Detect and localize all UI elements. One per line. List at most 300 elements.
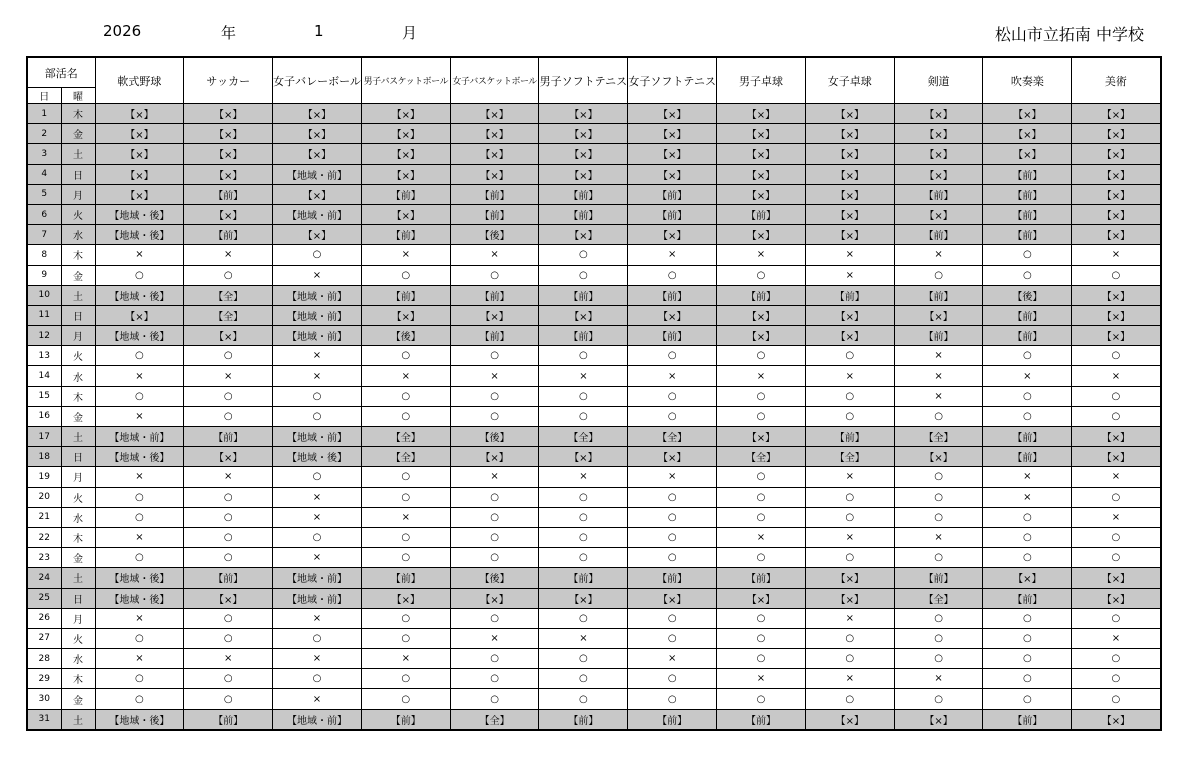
day-cell: 1 bbox=[27, 104, 61, 124]
schedule-cell: 【×】 bbox=[1072, 568, 1161, 588]
schedule-cell: ○ bbox=[983, 265, 1072, 285]
schedule-cell: ○ bbox=[450, 689, 539, 709]
schedule-cell: × bbox=[628, 366, 717, 386]
schedule-cell: ○ bbox=[184, 487, 273, 507]
month-label: 1 bbox=[314, 22, 324, 40]
schedule-cell: 【×】 bbox=[539, 447, 628, 467]
schedule-cell: 【前】 bbox=[184, 568, 273, 588]
schedule-cell: 【×】 bbox=[450, 588, 539, 608]
schedule-cell: ○ bbox=[273, 245, 362, 265]
schedule-cell: 【前】 bbox=[717, 204, 806, 224]
schedule-cell: 【全】 bbox=[894, 427, 983, 447]
schedule-cell: 【×】 bbox=[894, 164, 983, 184]
table-row bbox=[27, 427, 1161, 447]
weekday-cell: 土 bbox=[61, 568, 95, 588]
schedule-cell: ○ bbox=[717, 487, 806, 507]
schedule-cell: 【前】 bbox=[539, 326, 628, 346]
table-header bbox=[27, 57, 1161, 104]
schedule-cell: 【前】 bbox=[628, 709, 717, 730]
club-header: 女子ソフトテニス bbox=[628, 57, 717, 104]
weekday-cell: 火 bbox=[61, 628, 95, 648]
schedule-cell: × bbox=[717, 245, 806, 265]
schedule-cell: ○ bbox=[1072, 689, 1161, 709]
weekday-cell: 土 bbox=[61, 427, 95, 447]
day-cell: 2 bbox=[27, 124, 61, 144]
schedule-cell: ○ bbox=[184, 689, 273, 709]
schedule-cell: 【×】 bbox=[184, 588, 273, 608]
schedule-cell: ○ bbox=[450, 507, 539, 527]
schedule-cell: ○ bbox=[539, 649, 628, 669]
schedule-cell: × bbox=[361, 245, 450, 265]
schedule-cell: × bbox=[1072, 366, 1161, 386]
schedule-cell: ○ bbox=[1072, 608, 1161, 628]
schedule-cell: 【地域・後】 bbox=[95, 225, 184, 245]
schedule-cell: ○ bbox=[894, 608, 983, 628]
schedule-cell: 【×】 bbox=[1072, 285, 1161, 305]
schedule-cell: ○ bbox=[894, 487, 983, 507]
club-header: 吹奏楽 bbox=[983, 57, 1072, 104]
day-cell: 22 bbox=[27, 527, 61, 547]
schedule-cell: × bbox=[184, 467, 273, 487]
schedule-cell: ○ bbox=[539, 386, 628, 406]
schedule-cell: × bbox=[628, 467, 717, 487]
schedule-cell: ○ bbox=[539, 689, 628, 709]
schedule-cell: 【×】 bbox=[983, 144, 1072, 164]
schedule-cell: 【全】 bbox=[894, 588, 983, 608]
schedule-cell: 【×】 bbox=[1072, 305, 1161, 325]
schedule-cell: ○ bbox=[983, 406, 1072, 426]
schedule-cell: 【×】 bbox=[894, 124, 983, 144]
schedule-cell: 【×】 bbox=[805, 104, 894, 124]
day-cell: 30 bbox=[27, 689, 61, 709]
schedule-cell: 【×】 bbox=[1072, 225, 1161, 245]
schedule-cell: 【×】 bbox=[450, 104, 539, 124]
club-header: 剣道 bbox=[894, 57, 983, 104]
day-cell: 28 bbox=[27, 649, 61, 669]
schedule-cell: 【前】 bbox=[539, 568, 628, 588]
schedule-cell: ○ bbox=[361, 628, 450, 648]
schedule-cell: ○ bbox=[1072, 346, 1161, 366]
schedule-cell: 【前】 bbox=[983, 184, 1072, 204]
schedule-cell: ○ bbox=[983, 245, 1072, 265]
schedule-cell: ○ bbox=[1072, 487, 1161, 507]
schedule-cell: 【×】 bbox=[1072, 427, 1161, 447]
table-row bbox=[27, 527, 1161, 547]
schedule-cell: 【×】 bbox=[1072, 588, 1161, 608]
weekday-cell: 火 bbox=[61, 204, 95, 224]
schedule-cell: 【×】 bbox=[95, 184, 184, 204]
weekday-cell: 月 bbox=[61, 608, 95, 628]
schedule-cell: ○ bbox=[95, 669, 184, 689]
schedule-cell: ○ bbox=[184, 507, 273, 527]
schedule-cell: 【地域・後】 bbox=[95, 709, 184, 730]
weekday-cell: 水 bbox=[61, 507, 95, 527]
weekday-cell: 木 bbox=[61, 669, 95, 689]
schedule-cell: ○ bbox=[805, 346, 894, 366]
schedule-cell: ○ bbox=[539, 669, 628, 689]
schedule-cell: × bbox=[628, 649, 717, 669]
schedule-cell: ○ bbox=[717, 346, 806, 366]
schedule-cell: 【×】 bbox=[1072, 124, 1161, 144]
schedule-cell: 【地域・前】 bbox=[273, 305, 362, 325]
schedule-cell: 【前】 bbox=[539, 184, 628, 204]
club-header: 女子卓球 bbox=[805, 57, 894, 104]
schedule-cell: ○ bbox=[184, 386, 273, 406]
schedule-cell: × bbox=[450, 366, 539, 386]
table-row bbox=[27, 164, 1161, 184]
schedule-cell: 【前】 bbox=[983, 305, 1072, 325]
schedule-cell: × bbox=[273, 507, 362, 527]
schedule-cell: × bbox=[184, 245, 273, 265]
schedule-cell: × bbox=[1072, 467, 1161, 487]
schedule-cell: 【全】 bbox=[717, 447, 806, 467]
table-row bbox=[27, 245, 1161, 265]
schedule-cell: 【前】 bbox=[450, 184, 539, 204]
schedule-cell: ○ bbox=[628, 406, 717, 426]
schedule-cell: 【×】 bbox=[894, 204, 983, 224]
schedule-cell: × bbox=[805, 245, 894, 265]
table-row bbox=[27, 588, 1161, 608]
schedule-cell: 【全】 bbox=[361, 427, 450, 447]
month-suffix: 月 bbox=[402, 24, 418, 42]
schedule-cell: ○ bbox=[539, 608, 628, 628]
day-cell: 16 bbox=[27, 406, 61, 426]
weekday-cell: 木 bbox=[61, 104, 95, 124]
schedule-cell: 【前】 bbox=[361, 568, 450, 588]
schedule-cell: ○ bbox=[717, 608, 806, 628]
schedule-cell: 【前】 bbox=[361, 184, 450, 204]
schedule-cell: ○ bbox=[539, 527, 628, 547]
schedule-cell: ○ bbox=[983, 608, 1072, 628]
day-cell: 24 bbox=[27, 568, 61, 588]
schedule-cell: 【×】 bbox=[628, 104, 717, 124]
weekday-cell: 金 bbox=[61, 689, 95, 709]
schedule-cell: 【前】 bbox=[628, 568, 717, 588]
weekday-cell: 日 bbox=[61, 588, 95, 608]
schedule-cell: ○ bbox=[184, 548, 273, 568]
schedule-cell: 【前】 bbox=[450, 204, 539, 224]
schedule-cell: × bbox=[894, 346, 983, 366]
table-row bbox=[27, 608, 1161, 628]
schedule-cell: 【全】 bbox=[184, 285, 273, 305]
schedule-cell: × bbox=[894, 245, 983, 265]
schedule-cell: 【×】 bbox=[717, 164, 806, 184]
schedule-cell: 【地域・前】 bbox=[273, 326, 362, 346]
table-row bbox=[27, 366, 1161, 386]
day-cell: 9 bbox=[27, 265, 61, 285]
table-row bbox=[27, 669, 1161, 689]
schedule-cell: 【前】 bbox=[539, 709, 628, 730]
weekday-cell: 月 bbox=[61, 326, 95, 346]
schedule-cell: ○ bbox=[894, 406, 983, 426]
schedule-cell: 【×】 bbox=[805, 588, 894, 608]
weekday-cell: 金 bbox=[61, 406, 95, 426]
schedule-cell: ○ bbox=[1072, 265, 1161, 285]
year-label: 2026 bbox=[103, 22, 142, 40]
schedule-cell: 【地域・後】 bbox=[95, 326, 184, 346]
schedule-cell: 【前】 bbox=[628, 184, 717, 204]
schedule-cell: 【×】 bbox=[717, 104, 806, 124]
schedule-cell: ○ bbox=[717, 406, 806, 426]
day-cell: 7 bbox=[27, 225, 61, 245]
schedule-cell: ○ bbox=[361, 386, 450, 406]
schedule-cell: ○ bbox=[450, 669, 539, 689]
weekday-cell: 土 bbox=[61, 144, 95, 164]
schedule-cell: × bbox=[273, 346, 362, 366]
schedule-cell: 【地域・前】 bbox=[95, 427, 184, 447]
schedule-cell: ○ bbox=[361, 689, 450, 709]
schedule-cell: 【×】 bbox=[717, 225, 806, 245]
weekday-cell: 月 bbox=[61, 184, 95, 204]
schedule-cell: 【前】 bbox=[361, 225, 450, 245]
table-row bbox=[27, 467, 1161, 487]
schedule-cell: ○ bbox=[983, 649, 1072, 669]
weekday-cell: 木 bbox=[61, 245, 95, 265]
schedule-cell: 【×】 bbox=[539, 305, 628, 325]
schedule-cell: × bbox=[273, 366, 362, 386]
schedule-cell: 【後】 bbox=[450, 225, 539, 245]
schedule-cell: × bbox=[805, 265, 894, 285]
schedule-cell: ○ bbox=[628, 487, 717, 507]
schedule-cell: 【×】 bbox=[539, 124, 628, 144]
schedule-cell: 【×】 bbox=[717, 427, 806, 447]
schedule-cell: ○ bbox=[539, 487, 628, 507]
schedule-cell: 【前】 bbox=[805, 427, 894, 447]
schedule-cell: 【前】 bbox=[983, 447, 1072, 467]
table-row bbox=[27, 265, 1161, 285]
schedule-cell: ○ bbox=[361, 548, 450, 568]
schedule-cell: 【×】 bbox=[805, 568, 894, 588]
table-row bbox=[27, 104, 1161, 124]
schedule-cell: ○ bbox=[894, 507, 983, 527]
schedule-cell: ○ bbox=[983, 346, 1072, 366]
schedule-cell: ○ bbox=[95, 628, 184, 648]
weekday-cell: 金 bbox=[61, 265, 95, 285]
schedule-cell: 【×】 bbox=[805, 204, 894, 224]
schedule-cell: × bbox=[95, 245, 184, 265]
schedule-cell: 【後】 bbox=[361, 326, 450, 346]
schedule-cell: ○ bbox=[894, 628, 983, 648]
table-body bbox=[27, 104, 1161, 730]
schedule-cell: 【×】 bbox=[450, 447, 539, 467]
schedule-cell: 【×】 bbox=[628, 588, 717, 608]
schedule-cell: 【前】 bbox=[894, 225, 983, 245]
day-cell: 3 bbox=[27, 144, 61, 164]
schedule-cell: 【地域・後】 bbox=[95, 204, 184, 224]
table-row bbox=[27, 487, 1161, 507]
schedule-cell: 【前】 bbox=[450, 326, 539, 346]
schedule-cell: ○ bbox=[450, 608, 539, 628]
schedule-cell: ○ bbox=[450, 265, 539, 285]
schedule-cell: 【前】 bbox=[983, 588, 1072, 608]
schedule-cell: ○ bbox=[184, 608, 273, 628]
schedule-cell: 【全】 bbox=[361, 447, 450, 467]
schedule-cell: ○ bbox=[361, 608, 450, 628]
day-cell: 20 bbox=[27, 487, 61, 507]
schedule-cell: ○ bbox=[184, 406, 273, 426]
schedule-cell: 【×】 bbox=[717, 124, 806, 144]
table-row bbox=[27, 305, 1161, 325]
schedule-cell: 【×】 bbox=[1072, 204, 1161, 224]
schedule-cell: ○ bbox=[894, 689, 983, 709]
schedule-cell: ○ bbox=[273, 406, 362, 426]
schedule-cell: ○ bbox=[361, 346, 450, 366]
schedule-cell: 【×】 bbox=[628, 225, 717, 245]
schedule-cell: 【地域・後】 bbox=[95, 447, 184, 467]
schedule-cell: ○ bbox=[717, 386, 806, 406]
schedule-cell: 【×】 bbox=[1072, 144, 1161, 164]
weekday-cell: 水 bbox=[61, 225, 95, 245]
schedule-cell: ○ bbox=[628, 507, 717, 527]
schedule-cell: ○ bbox=[717, 467, 806, 487]
schedule-cell: ○ bbox=[539, 406, 628, 426]
schedule-cell: × bbox=[805, 366, 894, 386]
club-header: 男子バスケットボール bbox=[361, 57, 450, 104]
schedule-cell: × bbox=[361, 366, 450, 386]
schedule-cell: × bbox=[805, 467, 894, 487]
schedule-cell: 【×】 bbox=[717, 144, 806, 164]
schedule-cell: ○ bbox=[1072, 386, 1161, 406]
schedule-cell: 【×】 bbox=[805, 326, 894, 346]
schedule-cell: 【前】 bbox=[894, 568, 983, 588]
schedule-cell: ○ bbox=[95, 689, 184, 709]
schedule-cell: ○ bbox=[450, 649, 539, 669]
schedule-cell: ○ bbox=[983, 689, 1072, 709]
schedule-cell: × bbox=[273, 649, 362, 669]
table-row bbox=[27, 225, 1161, 245]
schedule-cell: × bbox=[450, 245, 539, 265]
schedule-cell: 【×】 bbox=[184, 204, 273, 224]
schedule-cell: ○ bbox=[273, 386, 362, 406]
schedule-cell: 【×】 bbox=[361, 588, 450, 608]
weekday-cell: 月 bbox=[61, 467, 95, 487]
schedule-cell: × bbox=[273, 608, 362, 628]
day-cell: 4 bbox=[27, 164, 61, 184]
schedule-cell: ○ bbox=[95, 265, 184, 285]
day-cell: 25 bbox=[27, 588, 61, 608]
weekday-cell: 日 bbox=[61, 164, 95, 184]
schedule-cell: ○ bbox=[805, 689, 894, 709]
schedule-cell: 【全】 bbox=[805, 447, 894, 467]
schedule-cell: × bbox=[273, 265, 362, 285]
schedule-cell: × bbox=[1072, 628, 1161, 648]
schedule-cell: ○ bbox=[983, 628, 1072, 648]
schedule-cell: 【地域・前】 bbox=[273, 709, 362, 730]
schedule-cell: 【×】 bbox=[628, 447, 717, 467]
schedule-cell: × bbox=[894, 669, 983, 689]
day-cell: 15 bbox=[27, 386, 61, 406]
weekday-cell: 土 bbox=[61, 285, 95, 305]
schedule-cell: 【前】 bbox=[184, 709, 273, 730]
schedule-cell: ○ bbox=[1072, 406, 1161, 426]
schedule-cell: ○ bbox=[450, 527, 539, 547]
schedule-cell: × bbox=[273, 689, 362, 709]
schedule-cell: 【×】 bbox=[361, 164, 450, 184]
weekday-cell: 土 bbox=[61, 709, 95, 730]
day-cell: 8 bbox=[27, 245, 61, 265]
weekday-cell: 木 bbox=[61, 386, 95, 406]
schedule-cell: 【×】 bbox=[184, 124, 273, 144]
day-cell: 11 bbox=[27, 305, 61, 325]
schedule-cell: ○ bbox=[95, 548, 184, 568]
club-header: 美術 bbox=[1072, 57, 1161, 104]
weekday-cell: 金 bbox=[61, 548, 95, 568]
schedule-cell: 【×】 bbox=[1072, 164, 1161, 184]
day-cell: 29 bbox=[27, 669, 61, 689]
schedule-cell: ○ bbox=[539, 265, 628, 285]
schedule-cell: ○ bbox=[805, 487, 894, 507]
schedule-cell: 【×】 bbox=[983, 568, 1072, 588]
schedule-cell: 【×】 bbox=[1072, 447, 1161, 467]
schedule-cell: 【×】 bbox=[539, 588, 628, 608]
schedule-cell: × bbox=[717, 366, 806, 386]
schedule-cell: × bbox=[717, 669, 806, 689]
schedule-cell: ○ bbox=[450, 406, 539, 426]
schedule-cell: 【×】 bbox=[273, 184, 362, 204]
schedule-cell: ○ bbox=[95, 487, 184, 507]
schedule-cell: ○ bbox=[539, 507, 628, 527]
schedule-cell: × bbox=[539, 628, 628, 648]
schedule-cell: ○ bbox=[983, 386, 1072, 406]
club-name-header: 部活名 bbox=[27, 57, 95, 88]
schedule-cell: ○ bbox=[628, 628, 717, 648]
day-cell: 12 bbox=[27, 326, 61, 346]
schedule-cell: 【地域・後】 bbox=[95, 588, 184, 608]
table-row bbox=[27, 649, 1161, 669]
day-cell: 18 bbox=[27, 447, 61, 467]
schedule-cell: 【×】 bbox=[184, 447, 273, 467]
schedule-cell: ○ bbox=[983, 548, 1072, 568]
schedule-cell: × bbox=[894, 386, 983, 406]
table-row bbox=[27, 204, 1161, 224]
schedule-cell: 【×】 bbox=[450, 144, 539, 164]
schedule-cell: × bbox=[983, 467, 1072, 487]
schedule-cell: ○ bbox=[894, 467, 983, 487]
schedule-cell: ○ bbox=[894, 548, 983, 568]
club-header: 軟式野球 bbox=[95, 57, 184, 104]
schedule-cell: ○ bbox=[1072, 649, 1161, 669]
schedule-cell: 【×】 bbox=[184, 144, 273, 164]
table-row bbox=[27, 628, 1161, 648]
schedule-cell: 【前】 bbox=[184, 427, 273, 447]
schedule-cell: ○ bbox=[1072, 527, 1161, 547]
schedule-cell: ○ bbox=[273, 467, 362, 487]
schedule-cell: 【後】 bbox=[450, 427, 539, 447]
schedule-cell: 【地域・前】 bbox=[273, 285, 362, 305]
schedule-cell: × bbox=[894, 366, 983, 386]
schedule-cell: 【前】 bbox=[894, 184, 983, 204]
schedule-cell: 【×】 bbox=[273, 104, 362, 124]
schedule-cell: ○ bbox=[361, 487, 450, 507]
schedule-cell: × bbox=[184, 649, 273, 669]
schedule-cell: ○ bbox=[184, 527, 273, 547]
schedule-cell: 【全】 bbox=[184, 305, 273, 325]
weekday-cell: 日 bbox=[61, 447, 95, 467]
schedule-cell: 【×】 bbox=[894, 447, 983, 467]
schedule-cell: ○ bbox=[273, 628, 362, 648]
schedule-cell: 【前】 bbox=[539, 285, 628, 305]
day-cell: 27 bbox=[27, 628, 61, 648]
table-row bbox=[27, 406, 1161, 426]
weekday-cell: 水 bbox=[61, 366, 95, 386]
schedule-cell: 【前】 bbox=[539, 204, 628, 224]
schedule-cell: ○ bbox=[273, 527, 362, 547]
schedule-cell: 【前】 bbox=[717, 285, 806, 305]
schedule-cell: × bbox=[184, 366, 273, 386]
schedule-cell: × bbox=[450, 628, 539, 648]
schedule-cell: × bbox=[95, 366, 184, 386]
schedule-cell: × bbox=[983, 366, 1072, 386]
